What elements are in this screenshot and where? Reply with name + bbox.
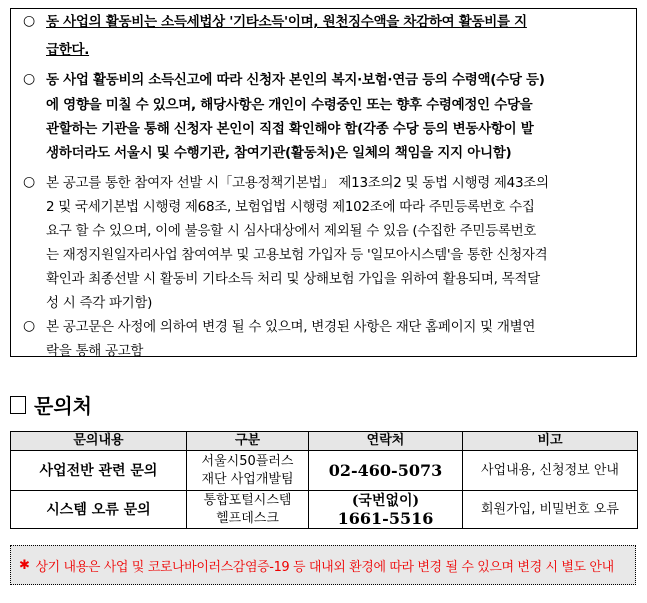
notice-box [10, 8, 637, 357]
notice-line: 생하더라도 서울시 및 수행기관, 참여기관(활동처)은 일체의 책임을 지지 아니함) [46, 145, 512, 161]
bullet-icon: ○ [23, 13, 36, 29]
notice-line: 관할하는 기관을 통해 신청자 본인이 직접 확인해야 함(각종 수당 등의 변동사항이 발 [46, 121, 534, 137]
notice-line: 동 사업 활동비의 소득신고에 따라 신청자 본인의 복지·보험·연금 등의 수령액(수당 등) [46, 72, 545, 88]
topic-cell: 시스템 오류 문의 [11, 491, 187, 529]
bullet-icon: ○ [23, 71, 36, 87]
notice-line: 본 공고문은 사정에 의하여 변경 될 수 있으며, 변경된 사항은 재단 홈페이지 및 개별연 [46, 319, 536, 335]
dept-line: 통합포털시스템 [203, 492, 292, 508]
note-cell: 사업내용, 신청정보 안내 [463, 451, 638, 491]
notice-line: 확인과 최종선발 시 활동비 기타소득 처리 및 상해보험 가입을 위하여 활용되며, 목적달 [46, 271, 540, 287]
dept-line: 서울시50플러스 [201, 453, 294, 469]
asterisk-icon: ✱ [19, 557, 30, 573]
dept-line: 헬프데스크 [216, 510, 279, 526]
notice-line: 2 및 국세기본법 시행령 제68조, 보험업법 시행령 제102조에 따라 주민등록번호 수집 [46, 199, 535, 215]
topic-cell: 사업전반 관련 문의 [11, 451, 187, 491]
phone-number: 1661-5516 [337, 508, 434, 528]
dept-cell [187, 451, 309, 491]
header-cell: 연락처 [309, 432, 463, 451]
footnote-box [10, 545, 636, 585]
header-cell: 비고 [463, 432, 638, 451]
table-row [11, 491, 638, 529]
notice-line: 는 재정지원일자리사업 참여여부 및 고용보험 가입자 등 '일모아시스템'을 통한 신청자격 [46, 247, 548, 263]
footnote-text: 상기 내용은 사업 및 코로나바이러스감염증-19 등 대내외 환경에 따라 변경 될 수 있으며 변경 시 별도 안내 [35, 559, 614, 575]
notice-line: 본 공고를 통한 참여자 선발 시「고용정책기본법」 제13조의2 및 동법 시행령 제43조의 [46, 175, 549, 191]
note-cell: 회원가입, 비밀번호 오류 [463, 491, 638, 529]
bullet-icon: ○ [23, 318, 36, 334]
notice-line: 락을 통해 공고함 [46, 343, 144, 359]
header-cell: 구분 [187, 432, 309, 451]
phone-cell [309, 491, 463, 529]
notice-line: 동 사업의 활동비는 소득세법상 '기타소득'이며, 원천징수액을 차감하여 활동비를 지 [46, 14, 527, 30]
table-header-row [11, 432, 638, 451]
contact-title: 문의처 [34, 394, 92, 418]
notice-line: 요구 할 수 있으며, 이에 불응할 시 심사대상에서 제외될 수 있음 (수집한 주민등록번호 [46, 223, 537, 239]
contact-table [10, 431, 638, 529]
contact-heading [10, 390, 92, 419]
table-row [11, 451, 638, 491]
notice-line: 성 시 즉각 파기함) [46, 295, 153, 311]
bullet-icon: ○ [23, 174, 36, 190]
phone-prefix: (국번없이) [351, 492, 420, 509]
notice-line: 급한다. [46, 42, 90, 58]
square-icon [10, 396, 26, 414]
dept-line: 재단 사업개발팀 [201, 471, 294, 487]
dept-cell [187, 491, 309, 529]
phone-cell: 02-460-5073 [309, 451, 463, 491]
header-cell: 문의내용 [11, 432, 187, 451]
notice-line: 에 영향을 미칠 수 있으며, 해당사항은 개인이 수령중인 또는 향후 수령예정인 수당을 [46, 97, 533, 113]
